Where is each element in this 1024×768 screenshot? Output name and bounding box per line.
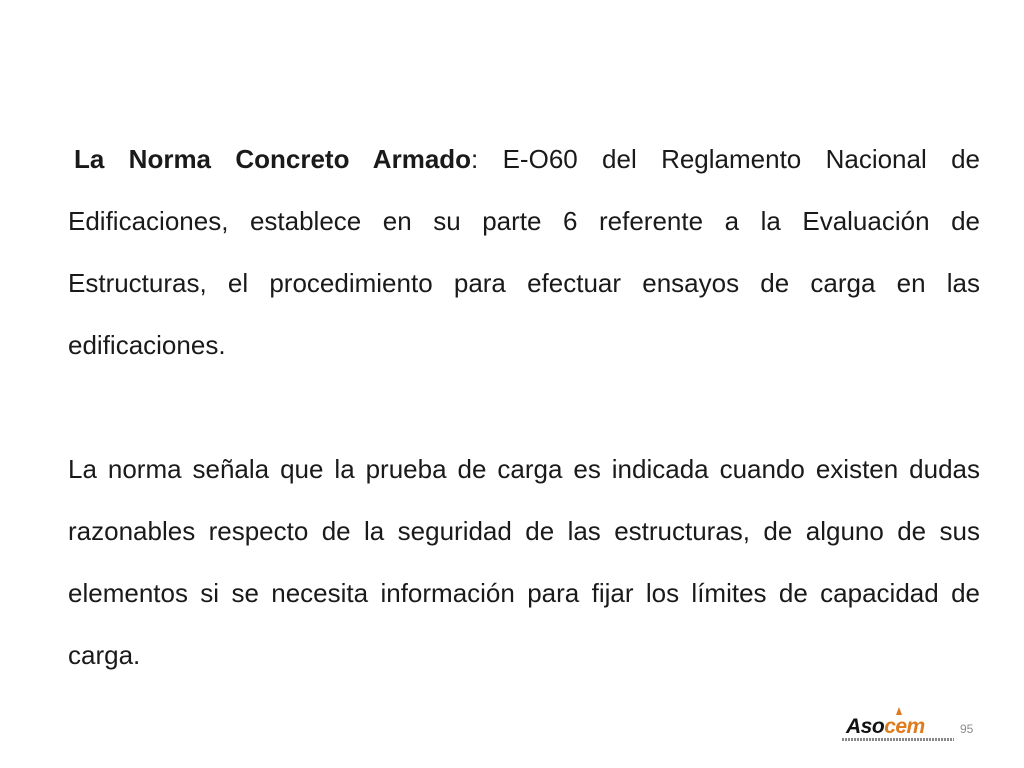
logo-wordmark: [846, 716, 925, 738]
logo-wordmark-prefix: Aso: [846, 715, 885, 738]
page-number: 95: [960, 722, 974, 736]
logo-wordmark-accent: cem: [884, 715, 925, 738]
paragraph-prueba-de-carga: [68, 438, 980, 686]
paragraph-text: La norma señala que la prueba de carga es indicada cuando existen dudas razonables respecto de la seguridad de las estructuras, de alguno de sus elementos si se necesita información para fijar los límites de capacidad de carga.: [68, 454, 980, 670]
paragraph-lead: La Norma Concreto Armado: [74, 144, 472, 174]
slide-body: [68, 128, 980, 686]
slide-footer: [830, 712, 980, 752]
paragraph-text: : E-O60 del Reglamento Nacional de Edificaciones, establece en su parte 6 referente a la Evaluación de Estructuras, el procedimiento para efectuar ensayos de carga en las edificaciones.: [68, 144, 980, 360]
logo-tagline-line: [842, 738, 954, 741]
asocem-logo: [842, 714, 954, 748]
paragraph-norma-concreto-armado: [68, 128, 980, 376]
